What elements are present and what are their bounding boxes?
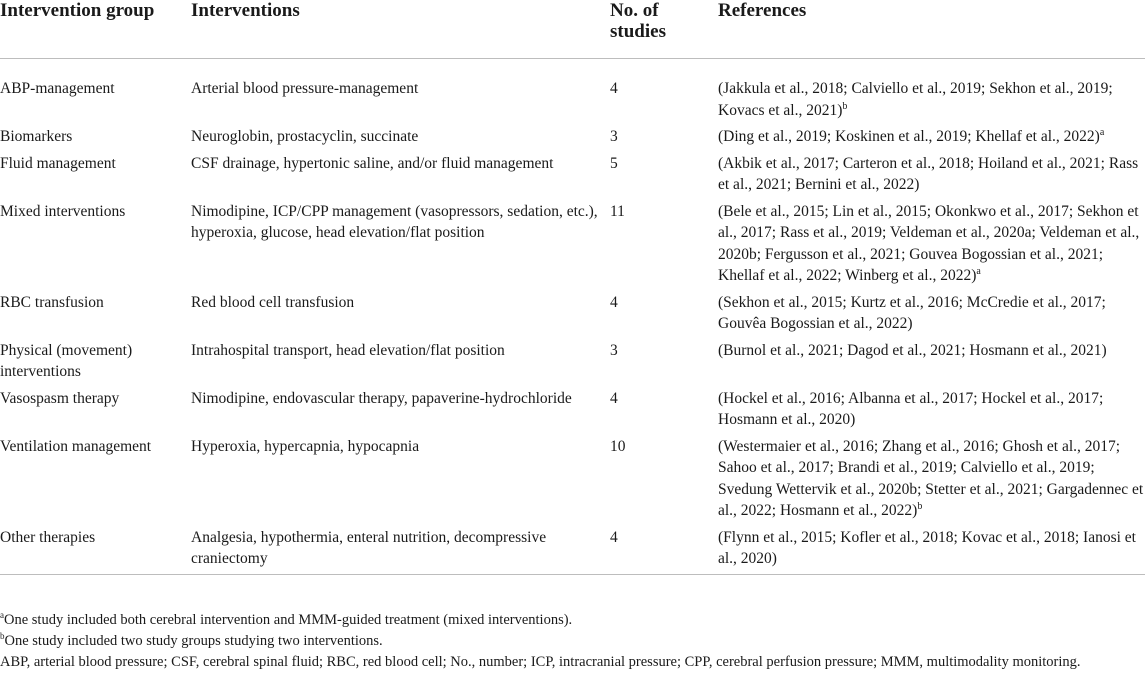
footnote-a-text: One study included both cerebral intervention and MMM-guided treatment (mixed interventions).: [4, 612, 573, 628]
cell-references: [718, 522, 1145, 575]
cell-intervention-group-text: Mixed interventions: [0, 202, 126, 220]
table-row: [0, 431, 1145, 522]
cell-interventions: [191, 335, 610, 383]
cell-references: [718, 431, 1145, 522]
header-row: [0, 0, 1145, 59]
footnote-b-marker: b: [0, 631, 5, 642]
cell-intervention-group: [0, 383, 191, 431]
cell-no-of-studies: [610, 148, 718, 196]
cell-intervention-group: [0, 522, 191, 575]
table-body: [0, 59, 1145, 575]
footnote-marker: b: [842, 100, 848, 112]
footnote-abbreviations: ABP, arterial blood pressure; CSF, cerebral spinal fluid; RBC, red blood cell; No., number; ICP, intracranial pressure; CPP, cerebral perfusion pressure; MMM, multimodality monitoring.: [0, 654, 1081, 670]
cell-no-of-studies-text: 10: [610, 437, 626, 455]
table-row: [0, 335, 1145, 383]
cell-intervention-group: [0, 287, 191, 335]
cell-interventions: [191, 383, 610, 431]
cell-no-of-studies-text: 4: [610, 528, 618, 546]
cell-references-text: (Bele et al., 2015; Lin et al., 2015; Okonkwo et al., 2017; Sekhon et al., 2017; Rass et al., 2019; Veldeman et al., 2020a; Veldeman et al., 2020b; Fergusson et al., 2021; Gouvea Bogossian et al., 2021; Khellaf et al., 2022; Winberg et al., 2022): [718, 202, 1140, 284]
table-row: [0, 121, 1145, 148]
cell-interventions-text: Nimodipine, endovascular therapy, papaverine-hydrochloride: [191, 389, 572, 407]
cell-intervention-group-text: Physical (movement) interventions: [0, 341, 133, 380]
footnote-marker: a: [976, 265, 981, 277]
cell-interventions-text: Hyperoxia, hypercapnia, hypocapnia: [191, 437, 420, 455]
cell-interventions: [191, 196, 610, 287]
cell-intervention-group-text: Other therapies: [0, 528, 96, 546]
cell-intervention-group-text: ABP-management: [0, 80, 115, 97]
cell-references: [718, 287, 1145, 335]
cell-no-of-studies: [610, 431, 718, 522]
table-row: [0, 522, 1145, 575]
cell-references-text: (Westermaier et al., 2016; Zhang et al., 2016; Ghosh et al., 2017; Sahoo et al., 2017; Brandi et al., 2019; Calviello et al., 2019; Svedung Wettervik et al., 2020b; Stetter et al., 2021; Gargadennec et al., 2022; Hosmann et al., 2022): [718, 437, 1144, 519]
cell-interventions-text: Nimodipine, ICP/CPP management (vasopressors, sedation, etc.), hyperoxia, glucose, head elevation/flat position: [191, 202, 598, 241]
cell-references: [718, 59, 1145, 122]
cell-interventions: [191, 287, 610, 335]
cell-interventions-text: Intrahospital transport, head elevation/flat position: [191, 341, 505, 359]
cell-no-of-studies: [610, 287, 718, 335]
table-row: [0, 196, 1145, 287]
cell-intervention-group: [0, 121, 191, 148]
cell-interventions-text: Red blood cell transfusion: [191, 293, 355, 311]
cell-references: [718, 335, 1145, 383]
table-row: [0, 148, 1145, 196]
table-footnotes: [0, 610, 1145, 673]
cell-interventions: [191, 522, 610, 575]
table-row: [0, 383, 1145, 431]
cell-interventions-text: Neuroglobin, prostacyclin, succinate: [191, 128, 419, 145]
footnote-marker: b: [917, 500, 923, 512]
header-no-of-studies-label: No. of studies: [610, 0, 666, 42]
cell-intervention-group: [0, 431, 191, 522]
cell-intervention-group: [0, 59, 191, 122]
cell-intervention-group-text: Biomarkers: [0, 128, 73, 145]
cell-interventions-text: CSF drainage, hypertonic saline, and/or fluid management: [191, 154, 554, 172]
header-no-of-studies: [610, 0, 718, 59]
cell-references-text: (Sekhon et al., 2015; Kurtz et al., 2016; McCredie et al., 2017; Gouvêa Bogossian et al., 2022): [718, 293, 1106, 332]
cell-references: [718, 148, 1145, 196]
cell-no-of-studies: [610, 383, 718, 431]
table-header: [0, 0, 1145, 59]
cell-references-text: (Flynn et al., 2015; Kofler et al., 2018; Kovac et al., 2018; Ianosi et al., 2020): [718, 528, 1136, 567]
cell-no-of-studies-text: 4: [610, 293, 618, 311]
cell-no-of-studies-text: 4: [610, 389, 618, 407]
footnote-b-text: One study included two study groups studying two interventions.: [4, 633, 383, 649]
cell-references: [718, 196, 1145, 287]
cell-no-of-studies: [610, 121, 718, 148]
footnote-a-marker: a: [0, 610, 4, 621]
header-references: References: [718, 0, 1145, 59]
cell-references-text: (Hockel et al., 2016; Albanna et al., 2017; Hockel et al., 2017; Hosmann et al., 2020): [718, 389, 1104, 428]
cell-intervention-group: [0, 148, 191, 196]
cell-references-text: (Ding et al., 2019; Koskinen et al., 2019; Khellaf et al., 2022): [718, 128, 1100, 145]
cell-references-text: (Burnol et al., 2021; Dagod et al., 2021; Hosmann et al., 2021): [718, 341, 1107, 359]
cell-interventions: [191, 121, 610, 148]
cell-interventions: [191, 59, 610, 122]
cell-intervention-group-text: RBC transfusion: [0, 293, 104, 311]
cell-intervention-group: [0, 196, 191, 287]
cell-no-of-studies: [610, 335, 718, 383]
footnote-marker: a: [1099, 126, 1105, 138]
table-row: [0, 59, 1145, 122]
cell-no-of-studies-text: 11: [610, 202, 625, 220]
cell-no-of-studies-text: 4: [610, 80, 618, 97]
footnote-a: [0, 610, 1145, 631]
cell-intervention-group-text: Vasospasm therapy: [0, 389, 120, 407]
cell-no-of-studies-text: 3: [610, 128, 618, 145]
cell-interventions-text: Arterial blood pressure-management: [191, 80, 419, 97]
cell-interventions-text: Analgesia, hypothermia, enteral nutrition, decompressive craniectomy: [191, 528, 547, 567]
header-intervention-group: Intervention group: [0, 0, 191, 59]
cell-intervention-group-text: Ventilation management: [0, 437, 152, 455]
cell-references: [718, 121, 1145, 148]
cell-intervention-group: [0, 335, 191, 383]
cell-references-text: (Jakkula et al., 2018; Calviello et al., 2019; Sekhon et al., 2019; Kovacs et al., 2021): [718, 80, 1113, 119]
cell-no-of-studies-text: 3: [610, 341, 618, 359]
header-interventions: Interventions: [191, 0, 610, 59]
cell-interventions: [191, 431, 610, 522]
cell-no-of-studies: [610, 196, 718, 287]
cell-references-text: (Akbik et al., 2017; Carteron et al., 2018; Hoiland et al., 2021; Rass et al., 2021; Bernini et al., 2022): [718, 154, 1139, 193]
footnote-b: [0, 631, 1145, 652]
cell-intervention-group-text: Fluid management: [0, 154, 116, 172]
cell-no-of-studies: [610, 59, 718, 122]
cell-interventions: [191, 148, 610, 196]
table-row: [0, 287, 1145, 335]
cell-references: [718, 383, 1145, 431]
cell-no-of-studies-text: 5: [610, 154, 618, 172]
cell-no-of-studies: [610, 522, 718, 575]
